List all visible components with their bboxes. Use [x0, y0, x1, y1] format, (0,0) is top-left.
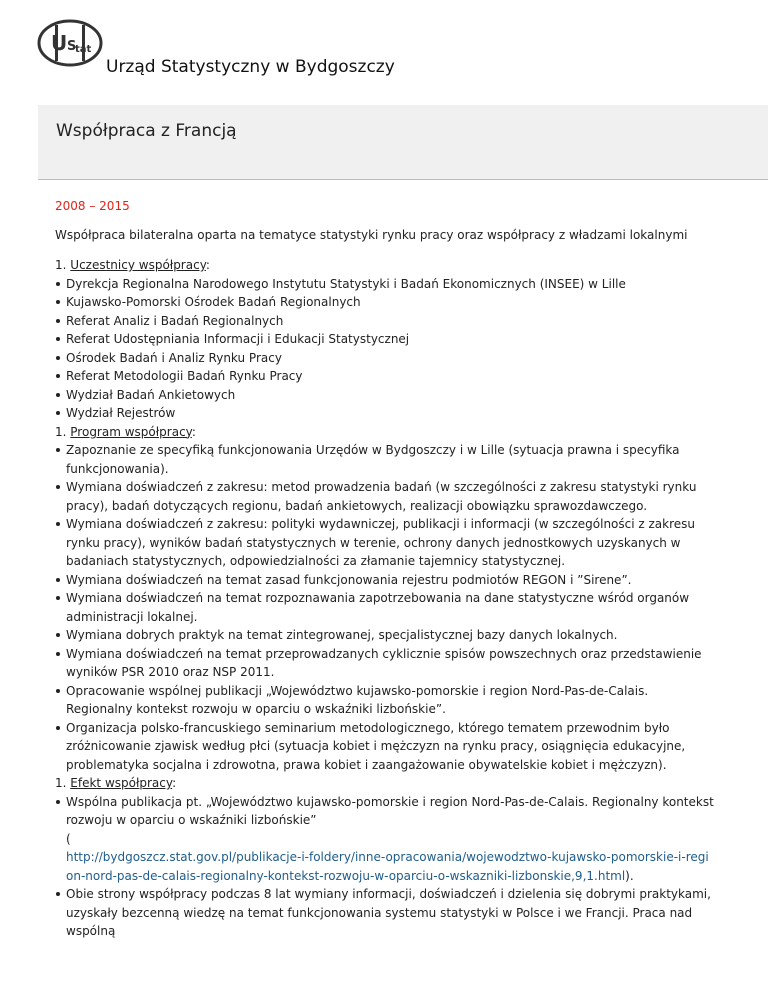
list-item: Wymiana doświadczeń z zakresu: polityki wydawniczej, publikacji i informacji (w szczególności z zakresu rynku pracy), wyników badań statystycznych w terenie, ochrony danych jednostkowych uzyskanych w badaniach statystycznych, odpowiedzialności za złamanie tajemnicy statystycznej. — [55, 515, 715, 571]
svg-text:S: S — [67, 39, 77, 54]
list-item: Opracowanie wspólnej publikacji „Województwo kujawsko-pomorskie i region Nord-Pas-de-Calais. Regionalny kontekst rozwoju w oparciu o wskaźniki lizbońskie”. — [55, 682, 715, 719]
participants-list — [55, 275, 715, 423]
program-heading: 1. Program współpracy: — [55, 424, 196, 439]
list-item: Zapoznanie ze specyfiką funkcjonowania Urzędów w Bydgoszczy i w Lille (sytuacja prawna i specyfika funkcjonowania). — [55, 441, 715, 478]
site-header — [0, 0, 768, 105]
participants-heading: 1. Uczestnicy współpracy: — [55, 258, 210, 272]
list-item: Referat Udostępniania Informacji i Edukacji Statystycznej — [55, 330, 715, 349]
list-item: Referat Analiz i Badań Regionalnych — [55, 312, 715, 331]
publication-link[interactable]: http://bydgoszcz.stat.gov.pl/publikacje-i-foldery/inne-opracowania/wojewodztwo-kujawsko-pomorskie-i-region-nord-pas-de-calais-regionalny-kontekst-rozwoju-w-oparciu-o-wskazniki-lizbonskie,9,1.html — [66, 850, 709, 883]
list-item: Organizacja polsko-francuskiego seminarium metodologicznego, którego tematem przewodnim było zróżnicowanie zjawisk według płci (sytuacja kobiet i mężczyzn na rynku pracy, osiągnięcia edukacyjne, problematyka socjalna i zdrowotna, prawa kobiet i zaangażowanie obywatelskie kobiet i mężczyzn). — [55, 719, 715, 775]
article-content — [55, 197, 715, 941]
intro-text: Współpraca bilateralna oparta na tematyce statystyki rynku pracy oraz współpracy z władzami lokalnymi — [55, 227, 688, 242]
date-range: 2008 – 2015 — [55, 199, 130, 213]
page-title-banner — [38, 105, 768, 180]
effect-heading: 1. Efekt współpracy: — [55, 776, 177, 790]
list-item: Obie strony współpracy podczas 8 lat wymiany informacji, doświadczeń i dzielenia się dobrymi praktykami, uzyskały bezcenną wiedzę na temat funkcjonowania systemu statystyki w Polsce i we Francji. Praca nad wspólną — [55, 885, 715, 941]
list-item: Wymiana doświadczeń z zakresu: metod prowadzenia badań (w szczególności z zakresu statystyki rynku pracy), badań dotyczących regionu, badań ankietowych, realizacji obowiązku sprawozdawczego. — [55, 478, 715, 515]
list-item: Wspólna publikacja pt. „Województwo kujawsko-pomorskie i region Nord-Pas-de-Calais. Regionalny kontekst rozwoju w oparciu o wskaźniki lizbońskie” ( http://bydgoszcz.stat.gov.pl/publikacje-i-foldery/inne-opracowania/wojewodztwo-kujawsko-pomorskie-i-region-nord-pas-de-calais-regionalny-kontekst-rozwoju-w-oparciu-o-wskazniki-lizbonskie,9,1.html). — [55, 793, 715, 886]
list-item: Dyrekcja Regionalna Narodowego Instytutu Statystyki i Badań Ekonomicznych (INSEE) w Lille — [55, 275, 715, 294]
list-item: Ośrodek Badań i Analiz Rynku Pracy — [55, 349, 715, 368]
list-item: Wydział Badań Ankietowych — [55, 386, 715, 405]
effect-list — [55, 793, 715, 941]
list-item: Referat Metodologii Badań Rynku Pracy — [55, 367, 715, 386]
list-item: Wydział Rejestrów — [55, 404, 715, 423]
site-title[interactable]: Urząd Statystyczny w Bydgoszczy — [106, 57, 395, 77]
ustat-logo[interactable] — [37, 19, 103, 67]
svg-text:U: U — [51, 31, 68, 55]
list-item: Wymiana doświadczeń na temat zasad funkcjonowania rejestru podmiotów REGON i ”Sirene”. — [55, 571, 715, 590]
list-item: Wymiana dobrych praktyk na temat zintegrowanej, specjalistycznej bazy danych lokalnych. — [55, 626, 715, 645]
program-list — [55, 441, 715, 774]
list-item: Wymiana doświadczeń na temat rozpoznawania zapotrzebowania na dane statystyczne wśród organów administracji lokalnej. — [55, 589, 715, 626]
list-item: Wymiana doświadczeń na temat przeprowadzanych cyklicznie spisów powszechnych oraz przedstawienie wyników PSR 2010 oraz NSP 2011. — [55, 645, 715, 682]
page-title: Współpraca z Francją — [56, 121, 237, 141]
list-item: Kujawsko-Pomorski Ośrodek Badań Regionalnych — [55, 293, 715, 312]
svg-text:tat: tat — [75, 44, 92, 55]
